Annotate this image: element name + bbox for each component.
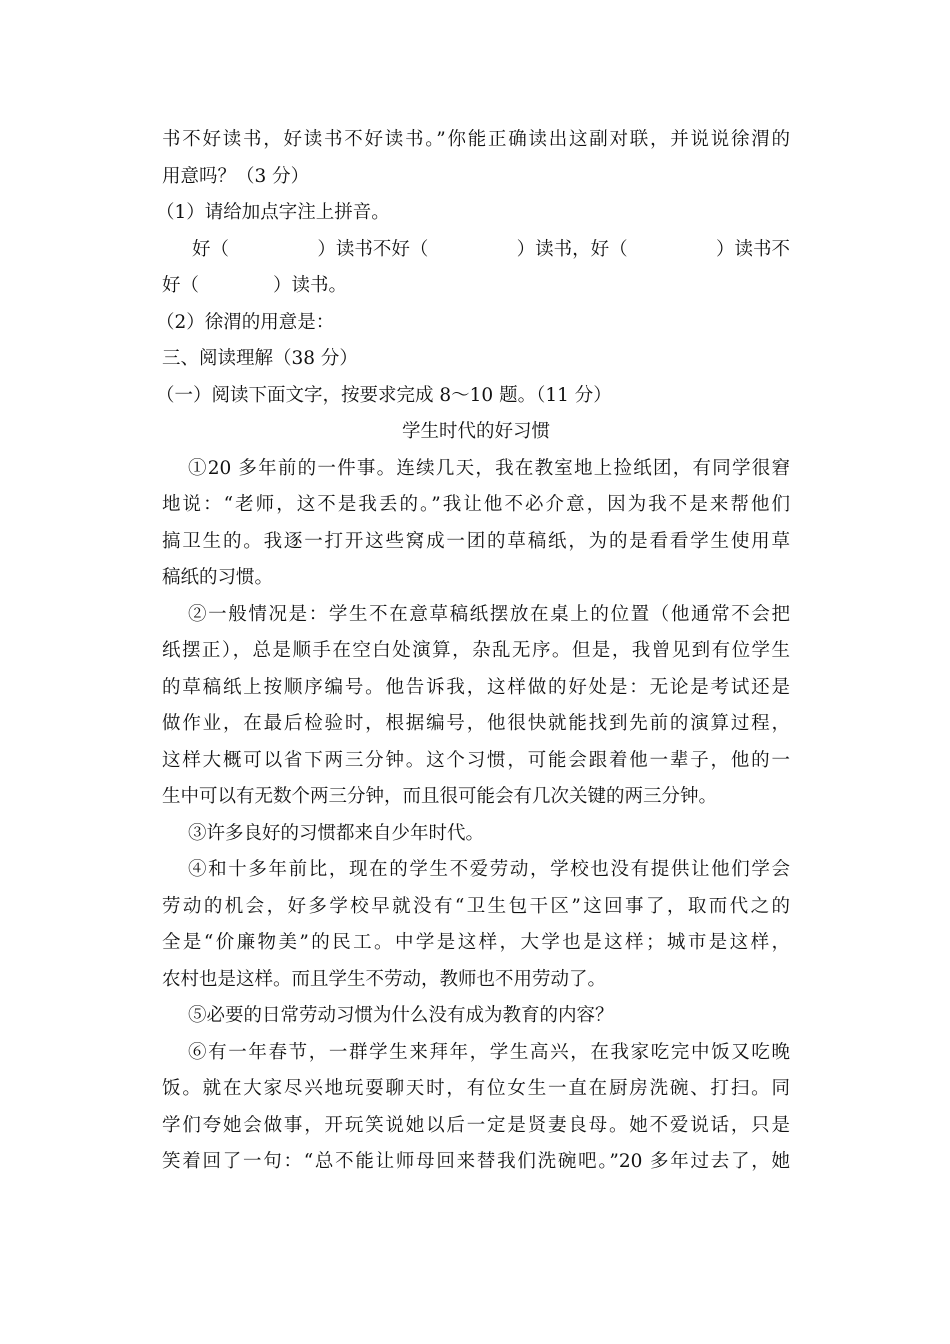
pinyin-part: ）读书，好（: [516, 238, 628, 260]
article-line: 笑着回了一句：“总不能让师母回来替我们洗碗吧。”20 多年过去了，她: [162, 1151, 790, 1172]
article-title: 学生时代的好习惯: [401, 421, 550, 442]
sub-question-2: （2）徐渭的用意是：: [156, 311, 335, 333]
article-line: ②一般情况是：学生不在意草稿纸摆放在桌上的位置（他通常不会把: [188, 603, 790, 625]
article-line: 饭。就在大家尽兴地玩耍聊天时，有位女生一直在厨房洗碗、打扫。同: [162, 1078, 790, 1099]
document-page: [156, 122, 790, 1181]
article-line: ⑥有一年春节，一群学生来拜年，学生高兴，在我家吃完中饭又吃晚: [188, 1041, 790, 1063]
article-line: ③许多良好的习惯都来自少年时代。: [188, 822, 485, 844]
pinyin-part: 好（: [192, 238, 230, 260]
pinyin-part: ）读书不: [715, 238, 790, 260]
article-line: 搞卫生的。我逐一打开这些窝成一团的草稿纸，为的是看看学生使用草: [162, 530, 790, 552]
article-line: 学们夸她会做事，开玩笑说她以后一定是贤妻良母。她不爱说话，只是: [162, 1114, 790, 1136]
article-line: 劳动的机会，好多学校早就没有“卫生包干区”这回事了，取而代之的: [162, 895, 790, 917]
pinyin-fill-line: [162, 232, 790, 269]
article-line: 全是“价廉物美”的民工。中学是这样，大学也是这样；城市是这样，: [162, 932, 790, 953]
article-line: 地说：“老师，这不是我丢的。”我让他不必介意，因为我不是来帮他们: [162, 494, 790, 515]
article-line: ④和十多年前比，现在的学生不爱劳动，学校也没有提供让他们学会: [188, 859, 790, 880]
article-line: 的草稿纸上按顺序编号。他告诉我，这样做的好处是：无论是考试还是: [162, 676, 790, 698]
article-line: 纸摆正），总是顺手在空白处演算，杂乱无序。但是，我曾见到有位学生: [162, 640, 790, 661]
article-line: 农村也是这样。而且学生不劳动，教师也不用劳动了。: [162, 968, 607, 990]
section-part-heading: （一）阅读下面文字，按要求完成 8～10 题。（11 分）: [156, 384, 612, 406]
question-line: 用意吗？（3 分）: [162, 165, 310, 187]
article-line: 稿纸的习惯。: [162, 567, 274, 588]
article-line: 生中可以有无数个两三分钟，而且很可能会有几次关键的两三分钟。: [162, 786, 718, 807]
article-line: 做作业，在最后检验时，根据编号，他很快就能找到先前的演算过程，: [162, 713, 790, 734]
article-line: 这样大概可以省下两三分钟。这个习惯，可能会跟着他一辈子，他的一: [162, 749, 790, 771]
section-title: 三、阅读理解（38 分）: [162, 348, 358, 369]
pinyin-part: ）读书不好（: [317, 238, 429, 260]
article-line: ①20 多年前的一件事。连续几天，我在教室地上捡纸团，有同学很窘: [188, 457, 790, 479]
sub-question-1: （1）请给加点字注上拼音。: [156, 202, 390, 223]
pinyin-fill-line-2: 好（ ）读书。: [162, 275, 348, 296]
question-line: 书不好读书，好读书不好读书。”你能正确读出这副对联，并说说徐渭的: [162, 129, 790, 150]
article-line: ⑤必要的日常劳动习惯为什么没有成为教育的内容？: [188, 1005, 614, 1026]
article-body: [162, 451, 790, 1181]
